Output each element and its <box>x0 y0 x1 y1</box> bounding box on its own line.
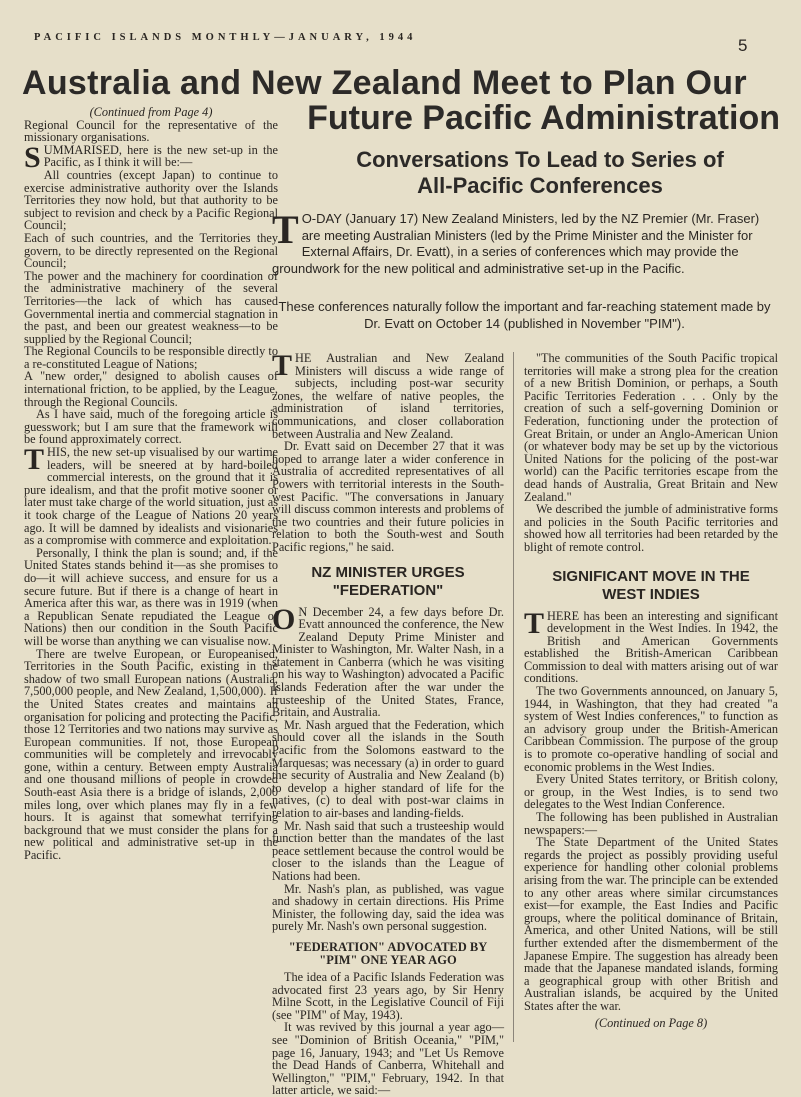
drop-cap: S <box>24 140 41 174</box>
col3-paragraph: THERE has been an interesting and significant development in the West Indies. In 1942, the British and American Governments established the British-American Caribbean Commission to deal with matters arising out of war conditions. <box>524 606 778 686</box>
list-item: All countries (except Japan) to continue to exercise administrative authority over the Islands Territories they now hold, but that authority to be subject to revision and check by a Pacific Regional Council; <box>24 167 278 233</box>
subheadline-line-2: All-Pacific Conferences <box>417 173 663 198</box>
section-heading: WEST INDIES <box>602 585 700 603</box>
col1-paragraph: SUMMARISED, here is the new set-up in the Pacific, as I think it will be:— <box>24 140 278 174</box>
col2-paragraph: Dr. Evatt said on December 27 that it was hoped to arrange later a wider conference in Australia of accredited representatives of all Powers with territorial interests in the South-west Pacific. "The conversations in January will discuss common interests and problems of the two countries and their future policies in relation to both the South-west and South Pacific regions," he said. <box>272 439 504 554</box>
list-item: Each of such countries, and the Territories they govern, to be directly represented on the Regional Council; <box>24 230 278 271</box>
drop-cap: O <box>272 602 296 636</box>
col2-paragraph: Mr. Nash argued that the Federation, which should cover all the islands in the South Pacific from the Solomons eastward to the Marquesas; was necessary (a) in order to guard the security of Australia and New Zealand (b) to develop a higher standard of life for the natives, (c) to deal with post-war claims in relation to air-bases and landing-fields. <box>272 717 504 820</box>
section-heading: "FEDERATION" <box>332 581 444 599</box>
col1-paragraph: There are twelve European, or Europeanised, Territories in the South Pacific, existing in the shadow of two small European nations (Australia, 7,500,000 people, and New Zealand, 1,500,000). If the United States creates and maintains an organisation for policing and protecting the Pacific, those 12 Territories and two nations may survive as European communities. If not, those European communities will be completely and irrevocably gone, within a century. Between empty Australia and one thousand millions of people in crowded South-east Asia there is a bridge of islands, 2,000 miles long, over which planes may fly in a few hours. It is against that somewhat terrifying background that we must consider the plans for a new political and administrative set-up in the Pacific. <box>24 646 278 863</box>
col3-paragraph: The two Governments announced, on January 5, 1944, in Washington, that they had created "a system of West Indies conferences," to function as an advisory group under the British-American Caribbean Commission. The purpose of the group is to promote co-operative handling of social and economic problems in the West Indies. <box>524 684 778 774</box>
drop-cap: T <box>24 443 45 477</box>
list-item: The power and the machinery for coordination of the administrative machinery of the several Territories—the lack of which has caused Governmental inertia and commercial stagnation in the past, and been our greatest weakness—to be supplied by the Regional Council; <box>24 268 278 346</box>
col3-paragraph: We described the jumble of administrative forms and policies in the South Pacific territories and showed how all territories had been retarded by the blight of remote control. <box>524 502 778 554</box>
col1-paragraph: THIS, the new set-up visualised by our wartime leaders, will be sneered at by hard-boiled commercial interests, on the ground that it is pure idealism, and that the profit motive sooner or later must take charge of the world situation, just as it took charge of the League of Nations 20 years ago. It will be damned by idealists and visionaries as a compromise with commerce and exploitation. <box>24 443 278 548</box>
list-item: The Regional Councils to be responsible directly to a re-constituted League of Nations; <box>24 344 278 371</box>
section-heading: "FEDERATION" ADVOCATED BY <box>288 939 488 954</box>
continued-from: (Continued from Page 4) <box>89 105 213 119</box>
col1-paragraph: Personally, I think the plan is sound; and, if the United States stands behind it—as she promises to do—it will achieve success, and ensure for us a secure future. But if there is a change of heart in America after this war, as there was in 1919 (when a Republican Senate repudiated the League of Nations) then our condition in the South Pacific will be worse than anything we can visualise now. <box>24 545 278 648</box>
page-number: 5 <box>738 36 748 55</box>
lead-paragraph <box>272 207 777 277</box>
col1-paragraph: Regional Council for the representative of the missionary organisations. <box>24 117 278 145</box>
headline-line-1: Australia and New Zealand Meet to Plan Our <box>22 64 747 102</box>
list-item: A "new order," designed to abolish causes of international friction, to be applied, by the League, through the Regional Councils. <box>24 369 278 409</box>
section-heading: NZ MINISTER URGES <box>311 563 465 581</box>
running-header: PACIFIC ISLANDS MONTHLY—JANUARY, 1944 <box>34 32 417 43</box>
col1-paragraph: As I have said, much of the foregoing article is guesswork; but I am sure that the framework will be found approximately correct. <box>24 407 278 447</box>
column-3 <box>524 352 778 1029</box>
col2-paragraph: The idea of a Pacific Islands Federation was advocated first 23 years ago, by Sir Henry Milne Scott, in the Legislative Council of Fiji (see "PIM" of May, 1943). <box>272 969 504 1022</box>
col2-paragraph: It was revived by this journal a year ago—see "Dominion of British Oceania," "PIM," page 16, January, 1943; and "Let Us Remove the Dead Hands of Canberra, Whitehall and Wellington," "PIM," February, 1942. In that latter article, we said:— <box>272 1020 504 1097</box>
col2-paragraph: THE Australian and New Zealand Ministers will discuss a wide range of subjects, including post-war security zones, the welfare of native peoples, the administration of island territories, communications, and closer collaboration between Australia and New Zealand. <box>272 349 504 441</box>
drop-cap: T <box>272 349 293 382</box>
column-2 <box>272 349 504 1097</box>
col3-paragraph: The following has been published in Australian newspapers:— <box>524 810 778 837</box>
headline-line-2: Future Pacific Administration <box>307 99 780 137</box>
section-heading: "PIM" ONE YEAR AGO <box>319 952 457 967</box>
lead-drop-cap: T <box>272 207 299 252</box>
lead-text: O-DAY (January 17) New Zealand Ministers, led by the NZ Premier (Mr. Fraser) are meeting Australian Ministers (led by the Prime Minister and the Minister for External Affairs, Dr. Evatt), in a series of conferences which may provide the groundwork for the new political and administrative set-up in the Pacific. <box>272 211 760 276</box>
col2-paragraph: O N December 24, a few days before Dr. Evatt announced the conference, the New Zealand Deputy Prime Minister and Minister to Washington, Mr. Walter Nash, in a statement in Canberra (which he was visiting on his way to Washington) advocated a Pacific Islands Federation after the war under the trusteeship of the United States, France, Britain, and Australia. <box>272 602 504 720</box>
col2-paragraph: Mr. Nash's plan, as published, was vague and shadowy in certain directions. His Prime Minister, the following day, said the idea was purely Mr. Nash's own personal suggestion. <box>272 881 504 934</box>
col2-paragraph: Mr. Nash said that such a trusteeship would function better than the mandates of the last peace settlement because the control would be closer to the islands than the League of Nations had been. <box>272 818 504 883</box>
column-1 <box>24 106 278 862</box>
column-divider <box>513 352 514 1042</box>
col3-paragraph: Every United States territory, or British colony, or group, in the West Indies, is to send two delegates to the West Indian Conference. <box>524 772 778 812</box>
subheadline-line-1: Conversations To Lead to Series of <box>356 147 724 172</box>
continued-on: (Continued on Page 8) <box>594 1015 708 1030</box>
col3-paragraph: "The communities of the South Pacific tropical territories will make a strong plea for the creation of a new British Dominion, or perhaps, a South Pacific Territories Federation . . . Only by the creation of such a self-governing Dominion or Federation, functioning under the protection of Great Britain, or under an Anglo-American Union (or whatever body may be set up by the victorious United Nations for the policing of the post-war world) can the Pacific territories escape from the dead hands of Australia, Great Britain and New Zealand." <box>524 351 778 504</box>
drop-cap: T <box>524 606 545 640</box>
section-heading: SIGNIFICANT MOVE IN THE <box>552 567 750 585</box>
col3-paragraph: The State Department of the United States regards the project as possibly providing useful experience for handling other colonial problems arising from the war. The principle can be extended to any other areas where similar circumstances exist—for example, the East Indies and Pacific groups, where the political dominance of Britain, America, and other United Nations, will be still further extended after the dismemberment of the Japanese Empire. The suggestion has already been made that the Japanese mandated islands, forming a geographical group with other British and Australian islands, be acquired by the United States after the war. <box>524 835 778 1013</box>
lead-paragraph-2: These conferences naturally follow the important and far-reaching statement made by Dr. Evatt on October 14 (published in November "PIM"). <box>278 299 771 331</box>
